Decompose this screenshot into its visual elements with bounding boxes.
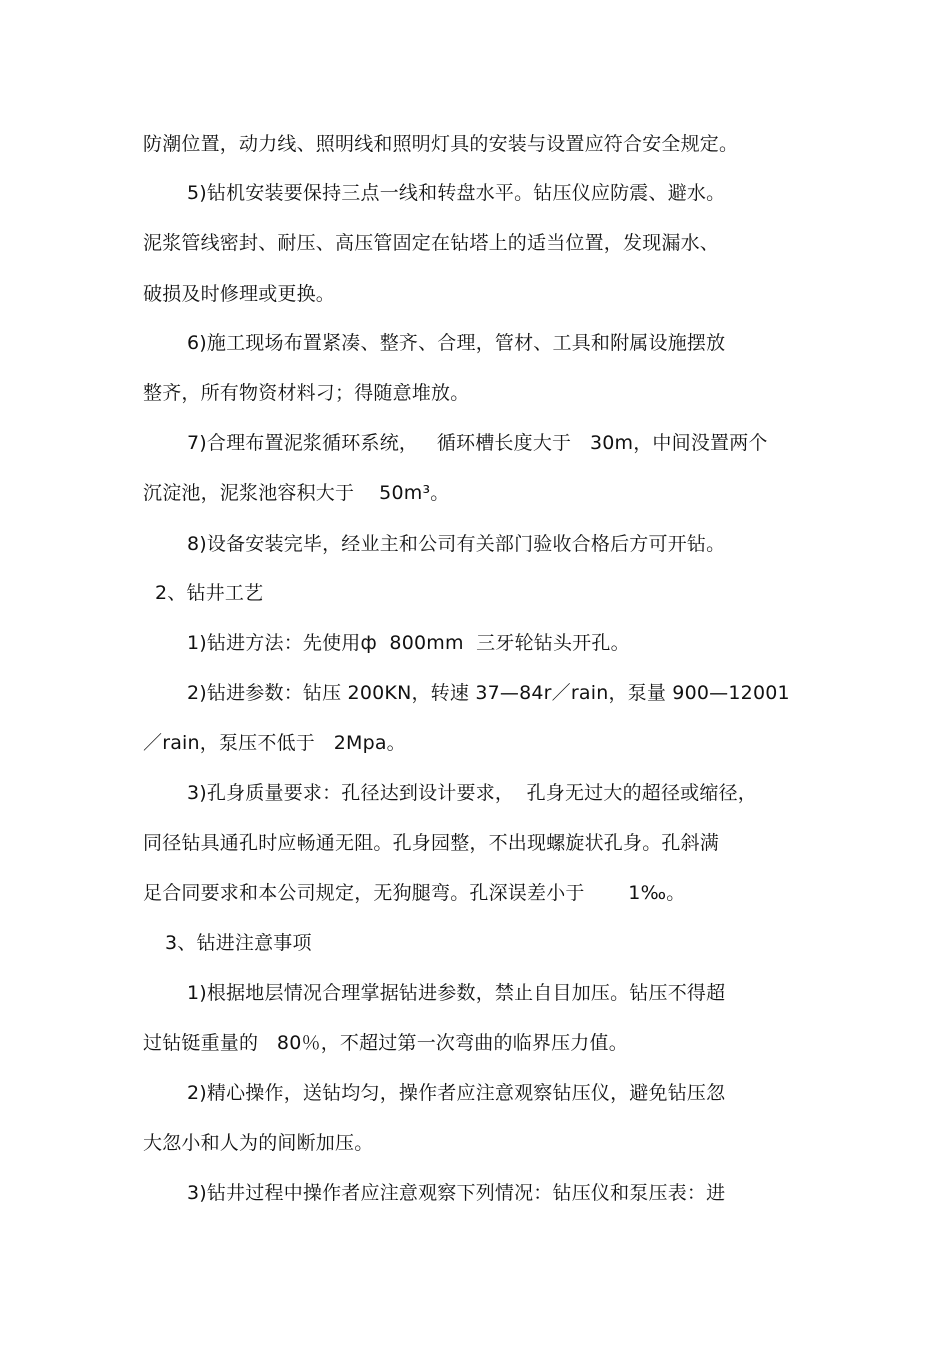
text-line: 过钻铤重量的 80％，不超过第一次弯曲的临界压力值。 xyxy=(143,1032,628,1054)
text-line: 沉淀池，泥浆池容积大于 50m³。 xyxy=(143,482,450,504)
text-line: 1)根据地层情况合理掌据钻进参数，禁止自目加压。钻压不得超 xyxy=(187,982,726,1004)
text-line: 破损及时修理或更换。 xyxy=(143,283,336,305)
text-line: 8)设备安装完毕，经业主和公司有关部门验收合格后方可开钻。 xyxy=(187,533,726,555)
text-line: 同径钻具通孔时应畅通无阻。孔身园整，不出现螺旋状孔身。孔斜满 xyxy=(143,832,720,854)
text-line: 1)钻进方法：先使用ф 800mm 三牙轮钻头开孔。 xyxy=(187,632,630,654)
text-line: 2)钻进参数：钻压 200KN，转速 37—84r／rain，泵量 900—12001 xyxy=(187,682,790,704)
text-line: 2)精心操作，送钻均匀，操作者应注意观察钻压仪，避免钻压忽 xyxy=(187,1082,726,1104)
section-heading: 3、钻进注意事项 xyxy=(165,932,312,954)
text-line: 6)施工现场布置紧凑、整齐、合理，管材、工具和附属设施摆放 xyxy=(187,332,726,354)
text-line: ／rain，泵压不低于 2Mpa。 xyxy=(143,732,406,754)
section-heading: 2、钻井工艺 xyxy=(155,582,264,604)
text-line: 7)合理布置泥浆循环系统， 循环槽长度大于 30m，中间没置两个 xyxy=(187,432,768,454)
text-line: 足合同要求和本公司规定，无狗腿弯。孔深误差小于 1‰。 xyxy=(143,882,686,904)
text-line: 整齐，所有物资材料刁；得随意堆放。 xyxy=(143,382,470,404)
text-line: 大忽小和人为的间断加压。 xyxy=(143,1132,374,1154)
text-line: 防潮位置，动力线、照明线和照明灯具的安装与设置应符合安全规定。 xyxy=(143,133,739,155)
text-line: 泥浆管线密封、耐压、高压管固定在钻塔上的适当位置，发现漏水、 xyxy=(143,232,720,254)
text-line: 3)孔身质量要求：孔径达到设计要求， 孔身无过大的超径或缩径， xyxy=(187,782,757,804)
text-line: 3)钻井过程中操作者应注意观察下列情况：钻压仪和泵压表：进 xyxy=(187,1182,726,1204)
text-line: 5)钻机安装要保持三点一线和转盘水平。钻压仪应防震、避水。 xyxy=(187,182,726,204)
